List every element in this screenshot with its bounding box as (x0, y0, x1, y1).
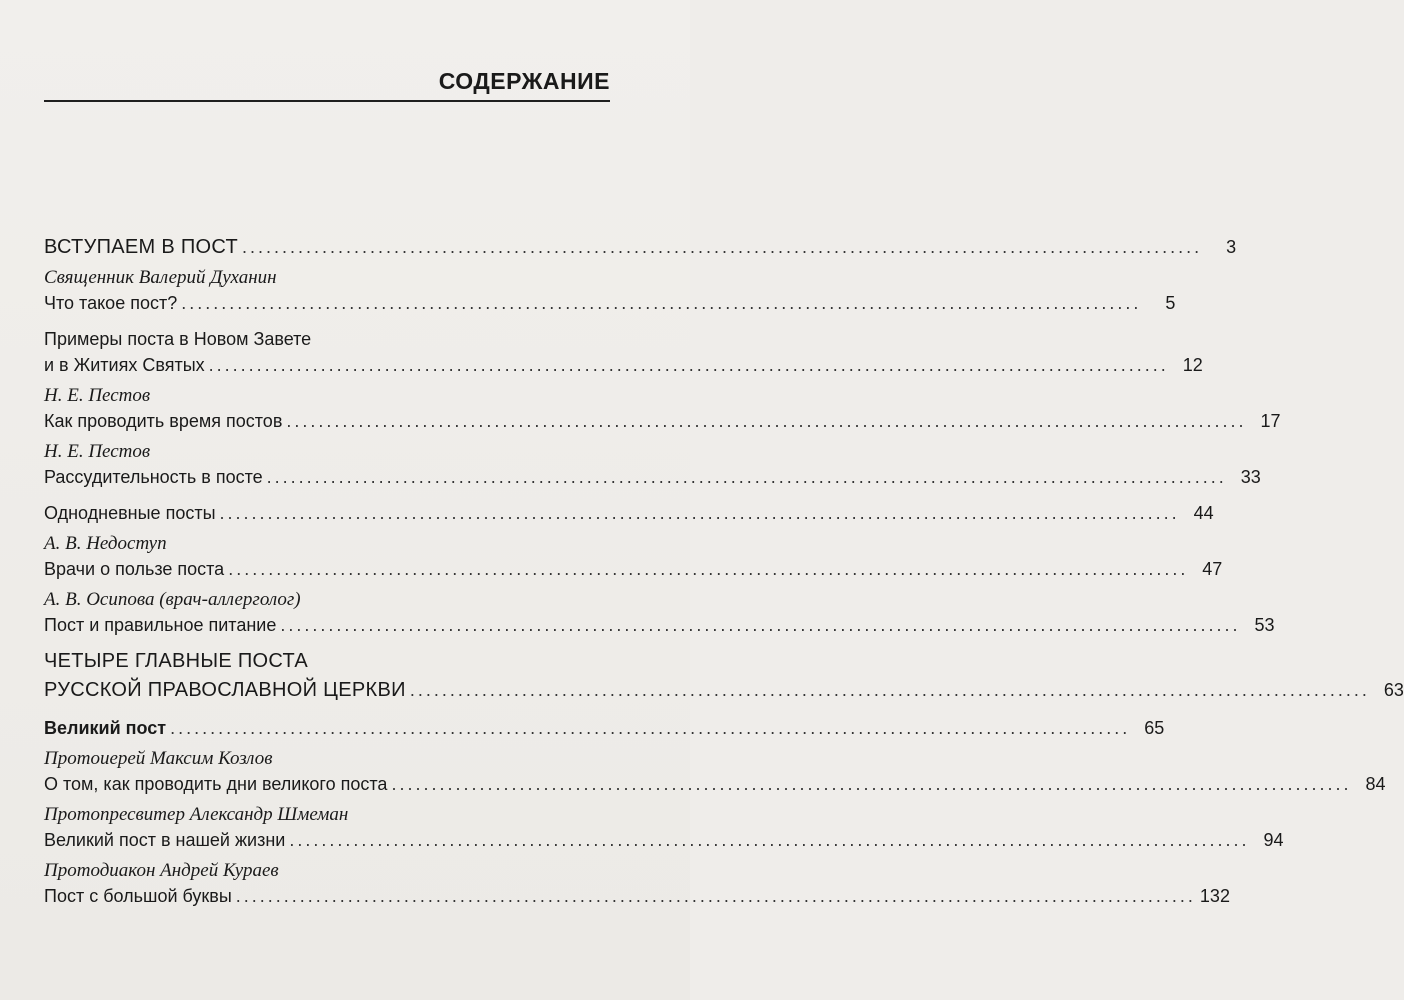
toc-section-title-line1: ЧЕТЫРЕ ГЛАВНЫЕ ПОСТА (44, 650, 308, 672)
toc-entry-title: Рассудительность в посте (44, 467, 263, 487)
toc-section-title-line2: РУССКОЙ ПРАВОСЛАВНОЙ ЦЕРКВИ (44, 679, 406, 701)
page-title: СОДЕРЖАНИЕ (438, 68, 610, 94)
toc-page-number: 3 (1226, 237, 1237, 257)
toc-leader: ........................................................................................................................ (241, 237, 1203, 257)
toc-section-title: ВСТУПАЕМ В ПОСТ (44, 236, 238, 258)
toc-page-number: 65 (1144, 718, 1165, 738)
toc-author: Протопресвитер Александр Шмеман (44, 804, 349, 825)
toc-leader: ........................................................................................................................ (289, 830, 1250, 850)
toc-entry (44, 290, 1176, 316)
toc-leader: ........................................................................................................................ (266, 467, 1227, 487)
toc-page-number: 63 (1383, 680, 1404, 700)
toc-page-number: 12 (1182, 355, 1203, 375)
toc-page-number: 132 (1199, 886, 1230, 906)
toc-leader: ........................................................................................................................ (391, 774, 1352, 794)
toc-entry-title: Однодневные посты (44, 503, 216, 523)
toc-entry-title-line2: и в Житиях Святых (44, 355, 205, 375)
toc-leader: ........................................................................................................................ (181, 293, 1142, 313)
toc-page-number: 5 (1165, 293, 1176, 313)
toc-entry (44, 827, 1284, 853)
toc-leader: ........................................................................................................................ (280, 615, 1241, 635)
toc-leader: ........................................................................................................................ (208, 355, 1169, 375)
toc-entry (44, 771, 1386, 797)
toc-entry (44, 500, 1214, 526)
toc-author: Н. Е. Пестов (44, 385, 151, 406)
toc-entry (44, 715, 1165, 741)
toc-entry-title: Пост и правильное питание (44, 615, 277, 635)
toc-entry-title: О том, как проводить дни великого поста (44, 774, 388, 794)
toc-entry-title-line1: Примеры поста в Новом Завете (44, 329, 312, 349)
toc-leader: ........................................................................................................................ (286, 411, 1247, 431)
toc-entry-title: Великий пост в нашей жизни (44, 830, 286, 850)
toc-author: Протоиерей Максим Козлов (44, 748, 273, 769)
toc-page-number: 84 (1365, 774, 1386, 794)
toc-entry-title: Пост с большой буквы (44, 886, 232, 906)
toc-leader: ........................................................................................................................ (409, 680, 1370, 700)
toc-author: Н. Е. Пестов (44, 441, 151, 462)
toc-page-number: 94 (1263, 830, 1284, 850)
toc-entry-title: Что такое пост? (44, 293, 178, 313)
toc-page-number: 53 (1254, 615, 1275, 635)
toc-entry (44, 408, 1281, 434)
toc-section-multiline (44, 648, 1404, 705)
toc-author: А. В. Осипова (врач-аллерголог) (44, 589, 301, 610)
toc-leader: ........................................................................................................................ (219, 503, 1180, 523)
toc-entry-title: Великий пост (44, 718, 167, 738)
toc-page-number: 44 (1193, 503, 1214, 523)
table-of-contents (44, 232, 1404, 909)
toc-leader: ........................................................................................................................ (170, 718, 1131, 738)
toc-entry (44, 883, 1230, 909)
toc-author: Священник Валерий Духанин (44, 267, 277, 288)
toc-author: А. В. Недоступ (44, 533, 167, 554)
toc-leader: ........................................................................................................................ (228, 559, 1189, 579)
toc-leader: ........................................................................................................................ (235, 886, 1196, 906)
toc-entry (44, 464, 1261, 490)
toc-author: Протодиакон Андрей Кураев (44, 860, 279, 881)
toc-page-number: 17 (1260, 411, 1281, 431)
toc-entry-title: Врачи о пользе поста (44, 559, 225, 579)
toc-entry-title: Как проводить время постов (44, 411, 283, 431)
toc-entry (44, 612, 1275, 638)
toc-page-number: 33 (1240, 467, 1261, 487)
toc-section-entry (44, 232, 1237, 262)
toc-page-number: 47 (1202, 559, 1223, 579)
toc-entry-multiline (44, 326, 1203, 378)
page-header (44, 68, 610, 102)
toc-entry (44, 556, 1223, 582)
